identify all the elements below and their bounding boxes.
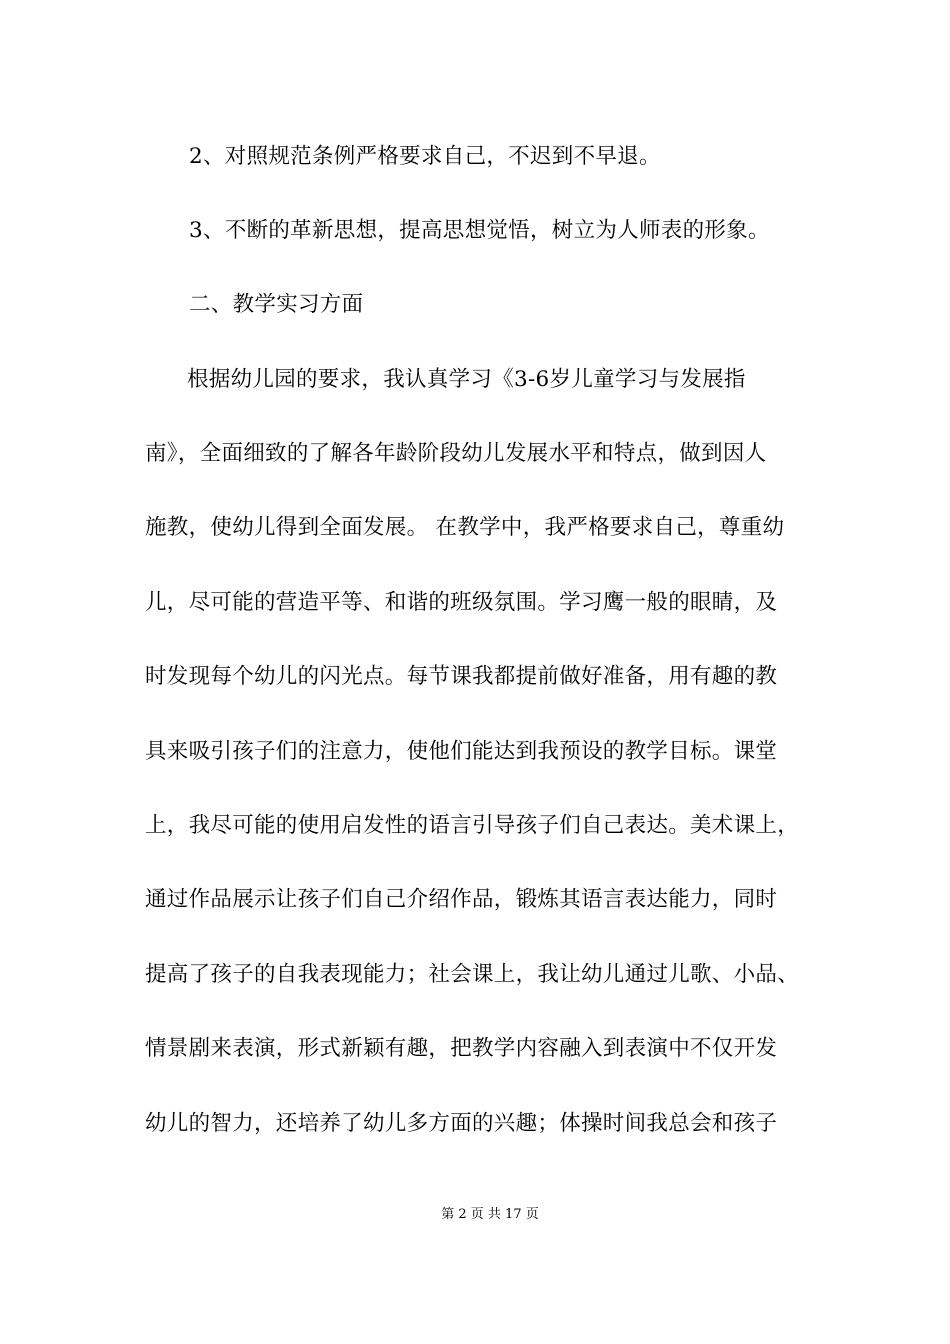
text-line-10: 上，我尽可能的使用启发性的语言引导孩子们自己表达。美术课上， [145,813,800,838]
text-line-13: 情景剧来表演，形式新颖有趣，把教学内容融入到表演中不仅开发 [145,1036,778,1061]
text-line-5: 南》，全面细致的了解各年龄阶段幼儿发展水平和特点，做到因人 [145,441,767,466]
text-line-1: 2、对照规范条例严格要求自己，不迟到不早退。 [189,144,661,169]
page-number-footer: 第 2 页 共 17 页 [441,1207,539,1222]
text-line-12: 提高了孩子的自我表现能力；社会课上，我让幼儿通过儿歌、小品、 [145,962,800,987]
text-line-6: 施教，使幼儿得到全面发展。 在教学中，我严格要求自己，尊重幼 [145,515,785,540]
text-line-8: 时发现每个幼儿的闪光点。每节课我都提前做好准备，用有趣的教 [145,664,778,689]
section-heading: 二、教学实习方面 [189,292,364,317]
text-line-11: 通过作品展示让孩子们自己介绍作品，锻炼其语言表达能力，同时 [145,887,778,912]
text-line-9: 具来吸引孩子们的注意力，使他们能达到我预设的教学目标。课堂 [145,739,778,764]
text-line-7: 儿，尽可能的营造平等、和谐的班级氛围。学习鹰一般的眼睛，及 [145,590,778,615]
text-line-2: 3、不断的革新思想，提高思想觉悟，树立为人师表的形象。 [189,218,770,243]
text-line-14: 幼儿的智力，还培养了幼儿多方面的兴趣；体操时间我总会和孩子 [145,1111,778,1136]
text-line-4: 根据幼儿园的要求，我认真学习《3-6岁儿童学习与发展指 [187,367,746,392]
